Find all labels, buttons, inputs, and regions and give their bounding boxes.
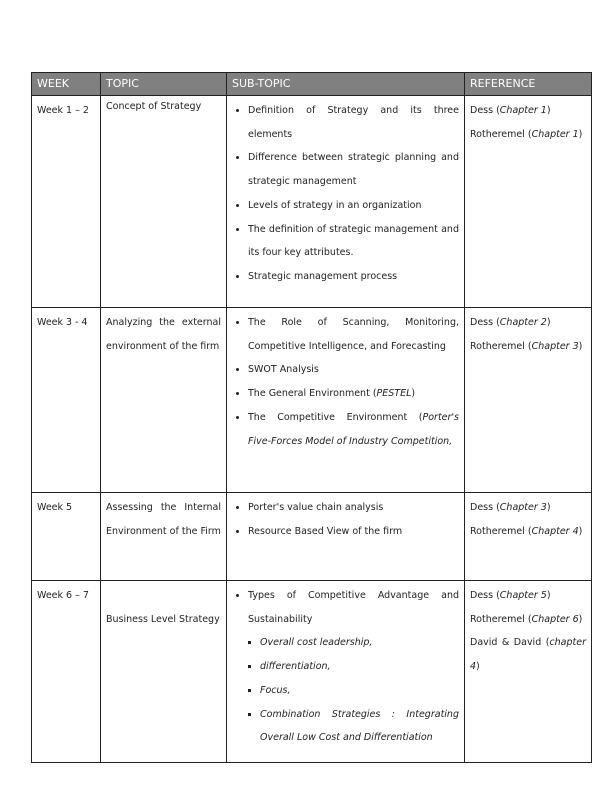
reference-cell xyxy=(465,96,592,308)
header-week: WEEK xyxy=(32,73,101,96)
subtopic-cell xyxy=(227,581,465,763)
subtopic-item: • Porter's value chain analysis xyxy=(248,496,459,520)
reference: Rotheremel (Chapter 6) xyxy=(470,613,583,625)
table-row xyxy=(32,308,592,493)
reference: Dess (Chapter 5) xyxy=(470,590,551,601)
subtopic-item: ▪ Combination Strategies : Integrating Overall Low Cost and Differentiation xyxy=(260,703,459,750)
table-row xyxy=(32,493,592,581)
subtopic-item: • Difference between strategic planning and strategic management xyxy=(248,146,459,193)
subtopic-item: • Levels of strategy in an organization xyxy=(248,194,459,218)
course-schedule-table xyxy=(31,72,592,763)
subtopic-item: • The Role of Scanning, Monitoring, Competitive Intelligence, and Forecasting xyxy=(248,311,459,358)
subtopic-item: • The Competitive Environment (Porter's Five-Forces Model of Industry Competition, xyxy=(248,406,459,453)
week-cell: Week 3 - 4 xyxy=(32,308,101,493)
reference: Dess (Chapter 3) xyxy=(470,502,551,513)
reference: Rotheremel (Chapter 1) xyxy=(470,128,583,140)
topic-cell: Business Level Strategy xyxy=(101,581,227,763)
subtopic-item: • Types of Competitive Advantage and Sustainability xyxy=(248,584,459,631)
subtopic-item: ▪ Overall cost leadership, xyxy=(260,631,459,655)
reference: Dess (Chapter 2) xyxy=(470,317,551,328)
subtopic-item: • Resource Based View of the firm xyxy=(248,520,459,544)
reference: Dess (Chapter 1) xyxy=(470,105,551,116)
header-subtopic: SUB-TOPIC xyxy=(227,73,465,96)
topic-cell: Concept of Strategy xyxy=(101,96,227,308)
reference-cell xyxy=(465,308,592,493)
header-reference: REFERENCE xyxy=(465,73,592,96)
reference: Rotheremel (Chapter 4) xyxy=(470,525,583,537)
subtopic-cell xyxy=(227,308,465,493)
table-row xyxy=(32,96,592,308)
table-row xyxy=(32,581,592,763)
week-cell: Week 5 xyxy=(32,493,101,581)
subtopic-cell xyxy=(227,493,465,581)
reference: Rotheremel (Chapter 3) xyxy=(470,340,583,352)
subtopic-item: • Strategic management process xyxy=(248,265,459,289)
reference-cell xyxy=(465,581,592,763)
subtopic-item: • The definition of strategic management and its four key attributes. xyxy=(248,218,459,265)
subtopic-item: • Definition of Strategy and its three elements xyxy=(248,99,459,146)
header-row xyxy=(32,73,592,96)
week-cell: Week 6 – 7 xyxy=(32,581,101,763)
week-cell: Week 1 – 2 xyxy=(32,96,101,308)
topic-cell: Assessing the Internal Environment of the Firm xyxy=(101,493,227,581)
subtopic-cell xyxy=(227,96,465,308)
reference: David & David (chapter 4) xyxy=(470,637,586,673)
subtopic-item: ▪ Focus, xyxy=(260,679,459,703)
header-topic: TOPIC xyxy=(101,73,227,96)
subtopic-item: • The General Environment (PESTEL) xyxy=(248,382,459,406)
subtopic-item: • SWOT Analysis xyxy=(248,358,459,382)
topic-cell: Analyzing the external environment of the firm xyxy=(101,308,227,493)
subtopic-item: ▪ differentiation, xyxy=(260,655,459,679)
reference-cell xyxy=(465,493,592,581)
